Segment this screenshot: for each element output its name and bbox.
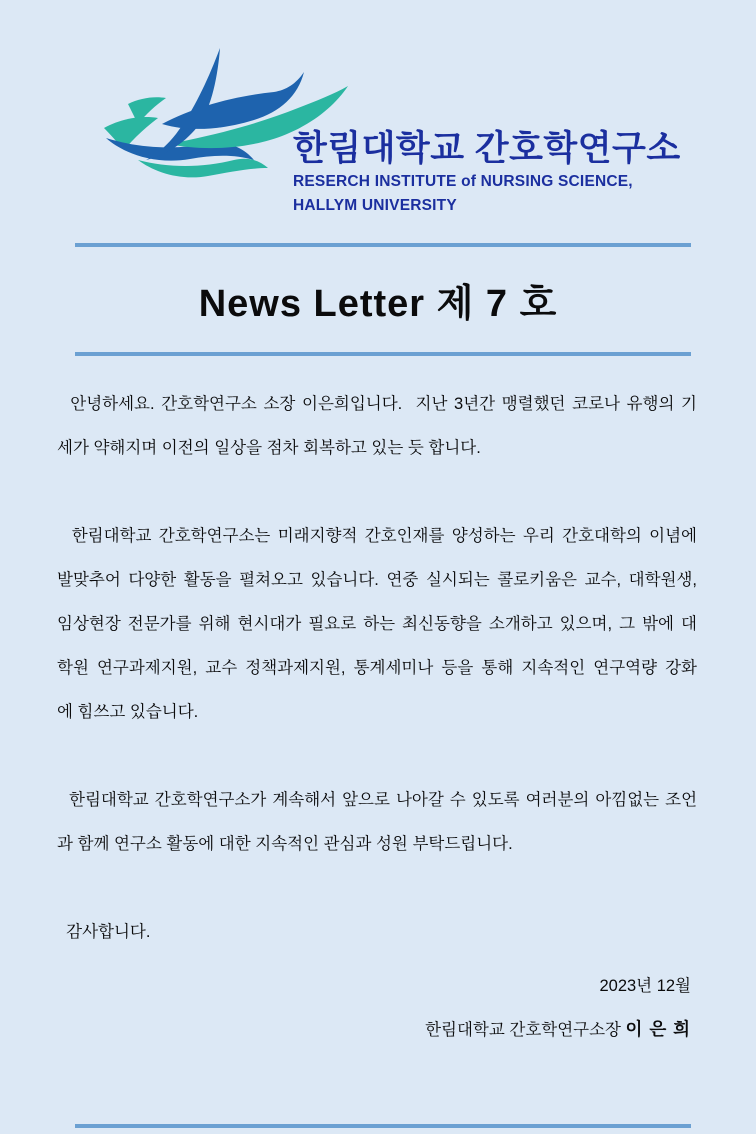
body-text-line: 학원 연구과제지원, 교수 정책과제지원, 통계세미나 등을 통해 지속적인 연구역량 강화 (57, 659, 697, 677)
divider-rule-top (75, 243, 691, 247)
paragraph-spacer (57, 734, 697, 778)
signature-name: 이 은 희 (625, 1019, 691, 1039)
newsletter-body (57, 382, 697, 954)
body-text-line: 임상현장 전문가를 위해 현시대가 필요로 하는 최신동향을 소개하고 있으며, 그 밖에 대 (57, 615, 697, 633)
paragraph-spacer (57, 470, 697, 514)
logo-wordmark (293, 128, 681, 218)
newsletter-title: News Letter 제 7 호 (198, 283, 558, 325)
institute-english-name-line2: HALLYM UNIVERSITY (293, 197, 457, 214)
body-text-line: 한림대학교 간호학연구소가 계속해서 앞으로 나아갈 수 있도록 여러분의 아낌없는 조언 (57, 791, 697, 809)
signature-title: 한림대학교 간호학연구소장 (425, 1021, 626, 1039)
divider-rule-bottom (75, 1124, 691, 1128)
institute-korean-name: 한림대학교 간호학연구소 (293, 129, 681, 168)
body-text-line: 한림대학교 간호학연구소는 미래지향적 간호인재를 양성하는 우리 간호대학의 이념에 (57, 527, 697, 545)
body-text-line: 세가 약해지며 이전의 일상을 점차 회복하고 있는 듯 합니다. (57, 439, 481, 457)
issue-date: 2023년 12월 (599, 977, 691, 995)
institute-english-name-line1: RESERCH INSTITUTE of NURSING SCIENCE, (293, 173, 633, 190)
body-text-line: 에 힘쓰고 있습니다. (57, 703, 199, 721)
body-text-line: 안녕하세요. 간호학연구소 소장 이은희입니다. 지난 3년간 맹렬했던 코로나 유행의 기 (57, 395, 697, 413)
paragraph-spacer (57, 866, 697, 910)
signature-line (57, 1009, 691, 1050)
divider-rule-middle (75, 352, 691, 356)
body-text-line: 감사합니다. (57, 923, 151, 941)
body-text-line: 발맞추어 다양한 활동을 펼쳐오고 있습니다. 연중 실시되는 콜로키움은 교수, 대학원생, (57, 571, 697, 589)
logo-swoosh-shape (138, 159, 268, 178)
body-text-line: 과 함께 연구소 활동에 대한 지속적인 관심과 성원 부탁드립니다. (57, 835, 513, 853)
